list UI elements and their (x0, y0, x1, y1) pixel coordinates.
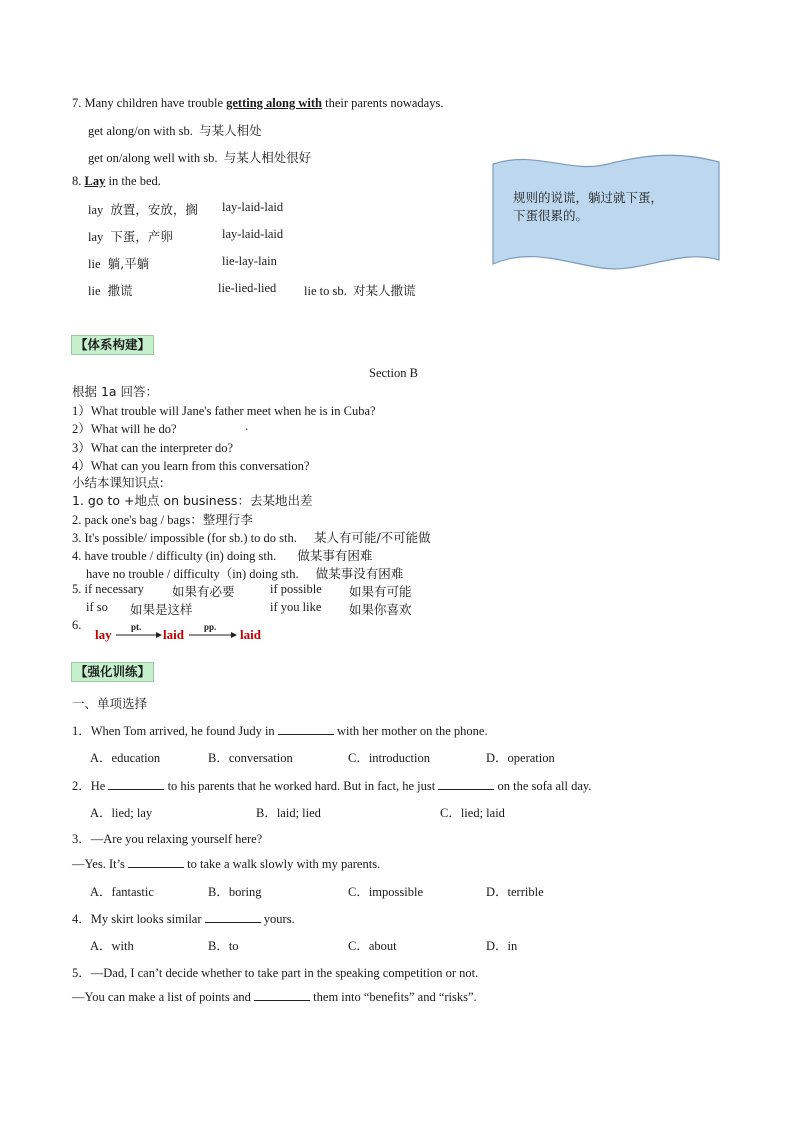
q2-stem-c: on the sofa all day. (497, 779, 592, 793)
k1-en: 1. go to +地点 on business： (72, 493, 250, 508)
k4-en: 4. have trouble / difficulty (in) doing sth. (72, 549, 277, 563)
section-tag-system: 【体系构建】 (71, 335, 154, 355)
item-7-phrase: getting along with (226, 96, 322, 110)
item-8-rest: in the bed. (108, 174, 161, 188)
k6-label-pp: pp. (204, 622, 217, 632)
verb-word: lay (88, 203, 104, 217)
k4-cn: 做某事有困难 (297, 548, 373, 563)
knowledge-1 (72, 491, 312, 509)
part-heading: 一、单项选择 (72, 696, 148, 711)
q1-stem-b: with her mother on the phone. (336, 724, 488, 738)
arrow-right-icon (116, 630, 162, 640)
k5b-a: if so (86, 600, 108, 614)
verb-forms-4: lie-lied-lied (218, 281, 277, 295)
question-2-dot: . (245, 419, 249, 433)
question-3: 3）What can the interpreter do? (72, 441, 234, 455)
item-8-num: 8. (72, 174, 82, 188)
vocab-item-7 (72, 96, 443, 111)
answer-blank (278, 723, 334, 735)
knowledge-4 (72, 546, 372, 564)
verb-forms-1: lay-laid-laid (222, 200, 284, 214)
mc-question-5: 5．—Dad, I can’t decide whether to take part in the speaking competition or not. (72, 966, 479, 980)
q4-option-a: A．with (90, 939, 134, 953)
q4-stem-b: yours. (263, 912, 295, 926)
verb-meaning: 放置，安放，搁 (110, 202, 198, 217)
k3-en: 3. It's possible/ impossible (for sb.) to do sth. (72, 531, 297, 545)
verb-meaning: 下蛋，产卵 (110, 229, 173, 244)
mc-question-1 (72, 721, 488, 739)
q3-stem-a: —Yes. It’s (72, 857, 125, 871)
extra-en: lie to sb. (304, 284, 347, 298)
k5-a: 5. if necessary (72, 582, 144, 596)
verb-forms-2: lay-laid-laid (222, 227, 284, 241)
arrow-right-icon (189, 630, 237, 640)
q3-stem-b: to take a walk slowly with my parents. (187, 857, 381, 871)
knowledge-2 (72, 510, 253, 528)
phrase-cn: 与某人相处很好 (223, 150, 312, 165)
callout-line-1: 规则的说谎，躺过就下蛋， (513, 190, 664, 205)
answer-blank (438, 778, 494, 790)
q3-option-b: B．boring (208, 885, 262, 899)
verb-row-2 (88, 227, 173, 245)
k4b-cn: 做某事没有困难 (315, 566, 404, 581)
k6-num: 6. (72, 618, 82, 632)
q1-option-d: D．operation (486, 751, 555, 765)
item-8-word: Lay (84, 174, 106, 188)
verb-row-3 (88, 254, 149, 272)
q5-stem-b: them into “benefits” and “risks”. (313, 990, 477, 1004)
verb-extra (304, 281, 415, 299)
q1-option-a: A．education (90, 751, 161, 765)
verb-row-1 (88, 200, 198, 218)
question-4: 4）What can you learn from this conversation? (72, 459, 310, 473)
mc-question-4 (72, 909, 295, 927)
phrase-en: get on/along well with sb. (88, 151, 218, 165)
section-tag-practice: 【强化训练】 (71, 662, 154, 682)
k4b-en: have no trouble / difficulty（in) doing sth. (86, 567, 299, 581)
k6-label-pt: pt. (131, 622, 142, 632)
q3-option-d: D．terrible (486, 885, 544, 899)
vocab-item-7b (88, 148, 311, 166)
k6-word-lay: lay (95, 627, 112, 642)
vocab-item-7a (88, 121, 262, 139)
q1-option-b: B．conversation (208, 751, 293, 765)
vocab-item-8 (72, 174, 161, 189)
q4-option-d: D．in (486, 939, 518, 953)
k6-word-laid-2: laid (240, 627, 261, 642)
k2-en: 2. pack one's bag / bags： (72, 513, 203, 527)
q5-stem-a: —You can make a list of points and (72, 990, 251, 1004)
k2-cn: 整理行李 (202, 512, 253, 527)
answer-blank (205, 911, 261, 923)
mc-question-2 (72, 776, 591, 794)
k5-b-cn: 如果有可能 (349, 584, 412, 599)
q4-option-c: C．about (348, 939, 397, 953)
q2-option-b: B．laid; lied (256, 806, 321, 820)
q2-stem-a: 2．He (72, 779, 106, 793)
q2-option-c: C．lied; laid (440, 806, 505, 820)
summary-heading: 小结本课知识点: (72, 475, 164, 490)
q2-option-a: A．lied; lay (90, 806, 153, 820)
item-7-text: 7. Many children have trouble (72, 96, 223, 110)
q4-option-b: B．to (208, 939, 239, 953)
k5b-b-cn: 如果你喜欢 (349, 602, 412, 617)
section-b-title: Section B (369, 366, 418, 380)
verb-word: lie (88, 257, 101, 271)
answer-blank (254, 989, 310, 1001)
k5-a-cn: 如果有必要 (172, 584, 235, 599)
phrase-cn: 与某人相处 (199, 123, 262, 138)
mc-question-5b (72, 989, 477, 1005)
q1-option-c: C．introduction (348, 751, 430, 765)
verb-meaning: 撒谎 (107, 283, 133, 298)
answer-blank (108, 778, 164, 790)
q1-stem-a: 1．When Tom arrived, he found Judy in (72, 724, 275, 738)
k5b-a-cn: 如果是这样 (130, 602, 193, 617)
knowledge-3 (72, 528, 431, 546)
verb-meaning: 躺,平躺 (107, 256, 150, 271)
callout-line-2: 下蛋很累的。 (513, 208, 589, 223)
k5-b: if possible (270, 582, 322, 596)
extra-cn: 对某人撒谎 (352, 283, 416, 298)
q3-option-c: C．impossible (348, 885, 424, 899)
phrase-en: get along/on with sb. (88, 124, 193, 138)
mc-question-3b (72, 856, 380, 872)
k5b-b: if you like (270, 600, 322, 614)
knowledge-4b (86, 564, 403, 582)
k3-cn: 某人有可能/不可能做 (313, 530, 431, 545)
verb-row-4 (88, 281, 133, 299)
question-1: 1）What trouble will Jane's father meet when he is in Cuba? (72, 404, 376, 418)
q3-option-a: A．fantastic (90, 885, 154, 899)
mc-question-3: 3．—Are you relaxing yourself here? (72, 832, 263, 846)
verb-word: lay (88, 230, 104, 244)
q4-stem-a: 4．My skirt looks similar (72, 912, 202, 926)
answer-intro: 根据 1a 回答： (72, 384, 159, 399)
item-7-rest: their parents nowadays. (325, 96, 444, 110)
verb-word: lie (88, 284, 101, 298)
q2-stem-b: to his parents that he worked hard. But in fact, he just (167, 779, 436, 793)
verb-forms-3: lie-lay-lain (222, 254, 277, 268)
k6-word-laid-1: laid (163, 627, 184, 642)
question-2: 2）What will he do? (72, 422, 177, 436)
answer-blank (128, 856, 184, 868)
k1-cn: 去某地出差 (249, 493, 313, 508)
